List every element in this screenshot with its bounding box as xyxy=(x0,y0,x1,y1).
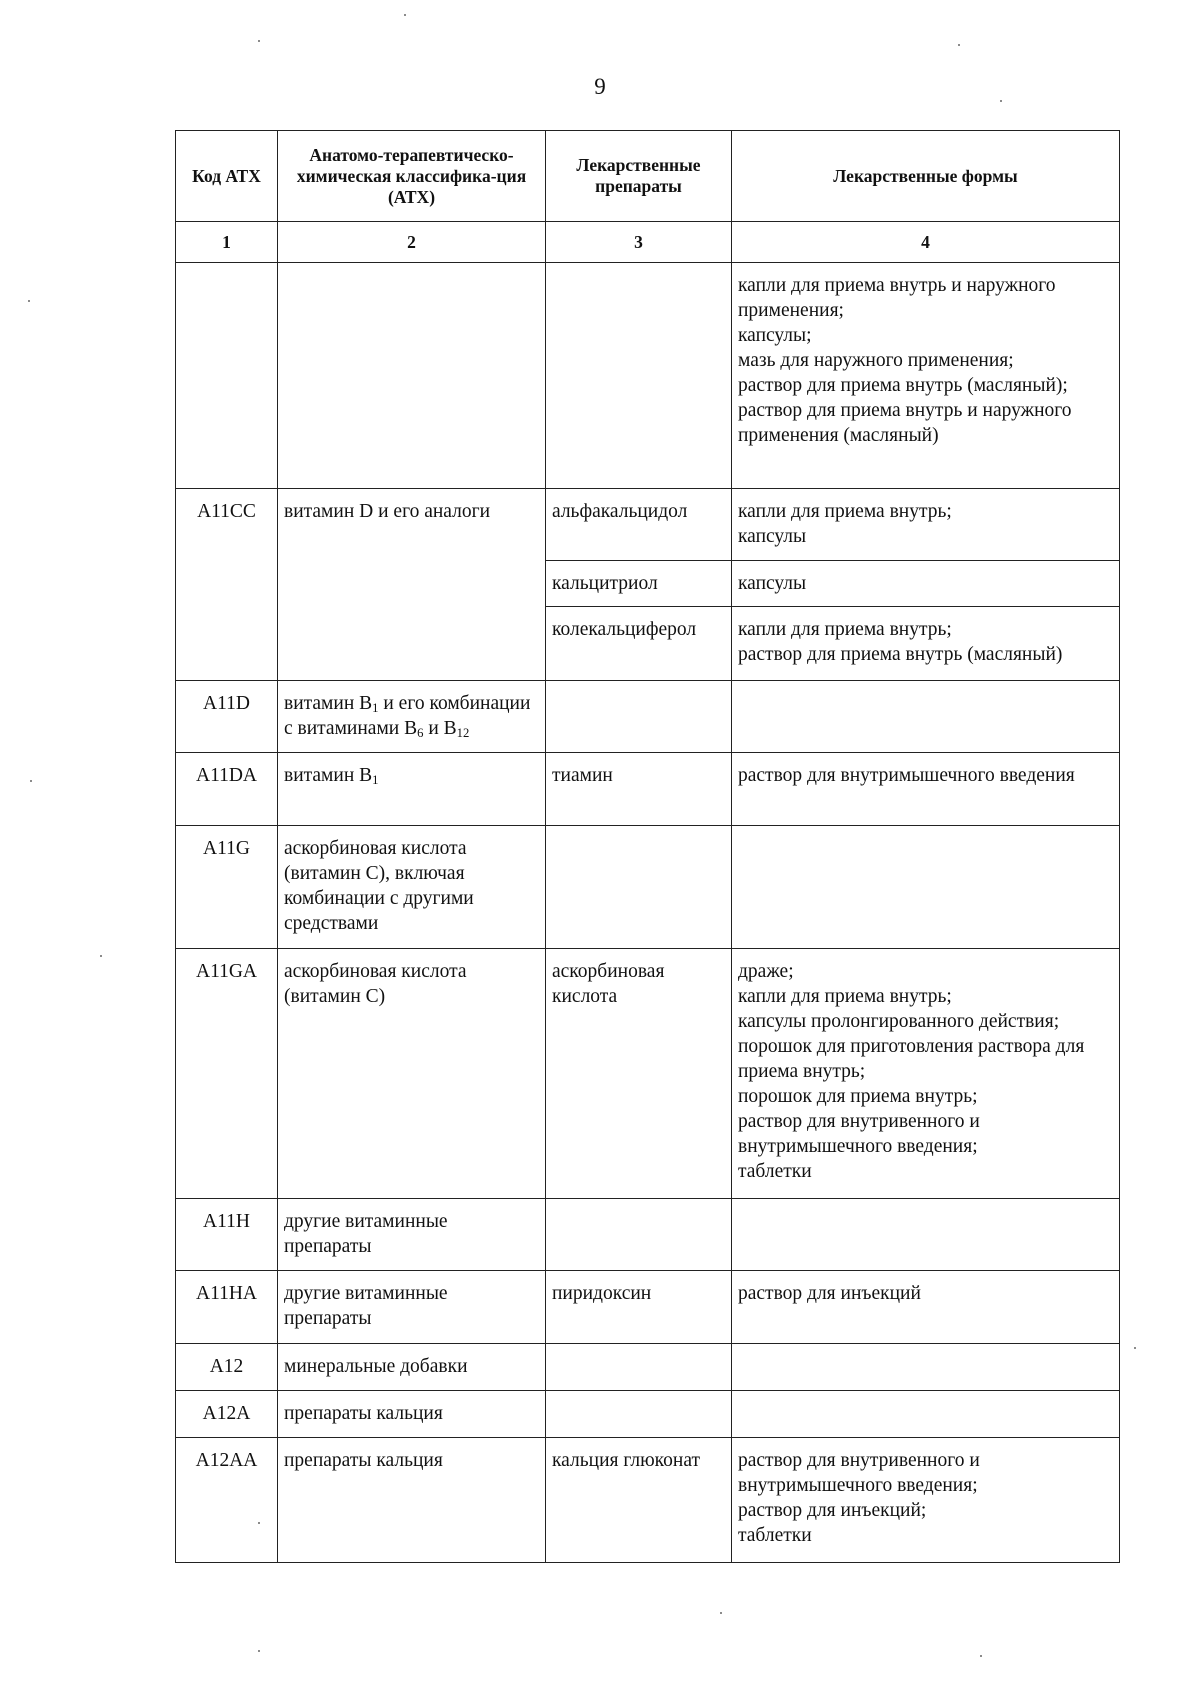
drug-cell: кальция глюконат xyxy=(546,1438,732,1563)
dosage-form: раствор для внутримышечного введения xyxy=(738,765,1075,786)
forms-cell xyxy=(732,1438,1120,1563)
forms-cell xyxy=(732,561,1120,607)
dosage-form: раствор для инъекций; xyxy=(738,1500,927,1521)
forms-cell xyxy=(732,826,1120,949)
forms-cell xyxy=(732,607,1120,681)
column-number: 2 xyxy=(278,222,546,263)
atx-code-cell: A12 xyxy=(176,1344,278,1391)
header-drugs: Лекарственные препараты xyxy=(546,131,732,222)
forms-cell xyxy=(732,753,1120,826)
dosage-form: капли для приема внутрь; xyxy=(738,619,952,640)
dosage-form: капсулы пролонгированного действия; xyxy=(738,1011,1060,1032)
classification-cell: аскорбиновая кислота (витамин С), включая комбинации с другими средствами xyxy=(278,826,546,949)
dosage-form: раствор для приема внутрь и наружного применения (масляный) xyxy=(738,400,1072,446)
header-forms: Лекарственные формы xyxy=(732,131,1120,222)
drug-cell xyxy=(546,681,732,753)
forms-cell xyxy=(732,489,1120,561)
scan-speck xyxy=(258,40,260,42)
dosage-form: капли для приема внутрь и наружного применения; xyxy=(738,275,1056,321)
drug-cell xyxy=(546,826,732,949)
atx-code-cell: A11GA xyxy=(176,949,278,1199)
atx-code-cell xyxy=(176,263,278,489)
scan-speck xyxy=(720,1612,722,1614)
subscript: 1 xyxy=(372,773,379,788)
column-number: 3 xyxy=(546,222,732,263)
table-row xyxy=(176,1391,1120,1438)
forms-cell xyxy=(732,1344,1120,1391)
dosage-form: капли для приема внутрь; xyxy=(738,501,952,522)
header-classification: Анатомо-терапевтическо-химическая классифика-ция (АТХ) xyxy=(278,131,546,222)
class-text: и B xyxy=(423,718,457,739)
class-text: витамин B xyxy=(284,693,373,714)
column-number: 1 xyxy=(176,222,278,263)
page-number: 9 xyxy=(594,74,606,99)
atx-code-cell: A11D xyxy=(176,681,278,753)
classification-cell: препараты кальция xyxy=(278,1391,546,1438)
drug-cell: колекальциферол xyxy=(546,607,732,681)
drug-cell: кальцитриол xyxy=(546,561,732,607)
forms-cell xyxy=(732,681,1120,753)
forms-cell xyxy=(732,263,1120,489)
scan-speck xyxy=(100,955,102,957)
table-row xyxy=(176,1271,1120,1344)
classification-cell xyxy=(278,263,546,489)
classification-cell: витамин D и его аналоги xyxy=(278,489,546,681)
table-row xyxy=(176,681,1120,753)
classification-cell xyxy=(278,753,546,826)
atx-code-cell: A11CC xyxy=(176,489,278,681)
scan-speck xyxy=(30,780,32,782)
scan-speck xyxy=(258,1650,260,1652)
atx-code-cell: A11HA xyxy=(176,1271,278,1344)
dosage-form: таблетки xyxy=(738,1525,812,1546)
scan-speck xyxy=(1134,1347,1136,1349)
subscript: 6 xyxy=(417,726,424,741)
column-number-row xyxy=(176,222,1120,263)
forms-cell xyxy=(732,1271,1120,1344)
scan-speck xyxy=(958,44,960,46)
dosage-form: порошок для приготовления раствора для приема внутрь; xyxy=(738,1036,1085,1082)
forms-cell xyxy=(732,949,1120,1199)
dosage-form: раствор для инъекций xyxy=(738,1283,921,1304)
drug-cell: аскорбиновая кислота xyxy=(546,949,732,1199)
dosage-form: капсулы; xyxy=(738,325,812,346)
scan-speck xyxy=(28,300,30,302)
scan-speck xyxy=(404,14,406,16)
atx-table xyxy=(175,130,1120,1563)
atx-code-cell: A12AA xyxy=(176,1438,278,1563)
dosage-form: капли для приема внутрь; xyxy=(738,986,952,1007)
forms-cell xyxy=(732,1199,1120,1271)
column-number: 4 xyxy=(732,222,1120,263)
dosage-form: раствор для внутривенного и внутримышечного введения; xyxy=(738,1111,980,1157)
dosage-form: таблетки xyxy=(738,1161,812,1182)
table-row xyxy=(176,1438,1120,1563)
scan-speck xyxy=(258,1522,260,1524)
header-code: Код АТХ xyxy=(176,131,278,222)
classification-cell: другие витаминные препараты xyxy=(278,1199,546,1271)
subscript: 1 xyxy=(372,701,379,716)
dosage-form: порошок для приема внутрь; xyxy=(738,1086,978,1107)
table-row xyxy=(176,1344,1120,1391)
table-row xyxy=(176,263,1120,489)
dosage-form: раствор для приема внутрь (масляный); xyxy=(738,375,1068,396)
table-row xyxy=(176,1199,1120,1271)
drug-cell xyxy=(546,263,732,489)
atx-code-cell: A11H xyxy=(176,1199,278,1271)
atx-code-cell: A12A xyxy=(176,1391,278,1438)
table-row xyxy=(176,949,1120,1199)
drug-cell xyxy=(546,1391,732,1438)
drug-cell: пиридоксин xyxy=(546,1271,732,1344)
drug-cell: альфакальцидол xyxy=(546,489,732,561)
dosage-form: капсулы xyxy=(738,573,807,594)
classification-cell: аскорбиновая кислота (витамин С) xyxy=(278,949,546,1199)
atx-code-cell: A11G xyxy=(176,826,278,949)
dosage-form: раствор для внутривенного и внутримышечного введения; xyxy=(738,1450,980,1496)
class-text: и его комбинации с витаминами B xyxy=(284,693,531,739)
scan-speck xyxy=(1000,100,1002,102)
subscript: 12 xyxy=(456,726,470,741)
drug-cell xyxy=(546,1344,732,1391)
dosage-form: капсулы xyxy=(738,526,807,547)
atx-code-cell: A11DA xyxy=(176,753,278,826)
class-text: витамин B xyxy=(284,765,373,786)
table-row xyxy=(176,826,1120,949)
classification-cell: другие витаминные препараты xyxy=(278,1271,546,1344)
drug-cell xyxy=(546,1199,732,1271)
classification-cell: препараты кальция xyxy=(278,1438,546,1563)
dosage-form: мазь для наружного применения; xyxy=(738,350,1014,371)
header-row xyxy=(176,131,1120,222)
table-row xyxy=(176,753,1120,826)
dosage-form: драже; xyxy=(738,961,794,982)
drug-cell: тиамин xyxy=(546,753,732,826)
scan-speck xyxy=(980,1655,982,1657)
classification-cell: минеральные добавки xyxy=(278,1344,546,1391)
classification-cell xyxy=(278,681,546,753)
table-row xyxy=(176,489,1120,561)
dosage-form: раствор для приема внутрь (масляный) xyxy=(738,644,1063,665)
forms-cell xyxy=(732,1391,1120,1438)
